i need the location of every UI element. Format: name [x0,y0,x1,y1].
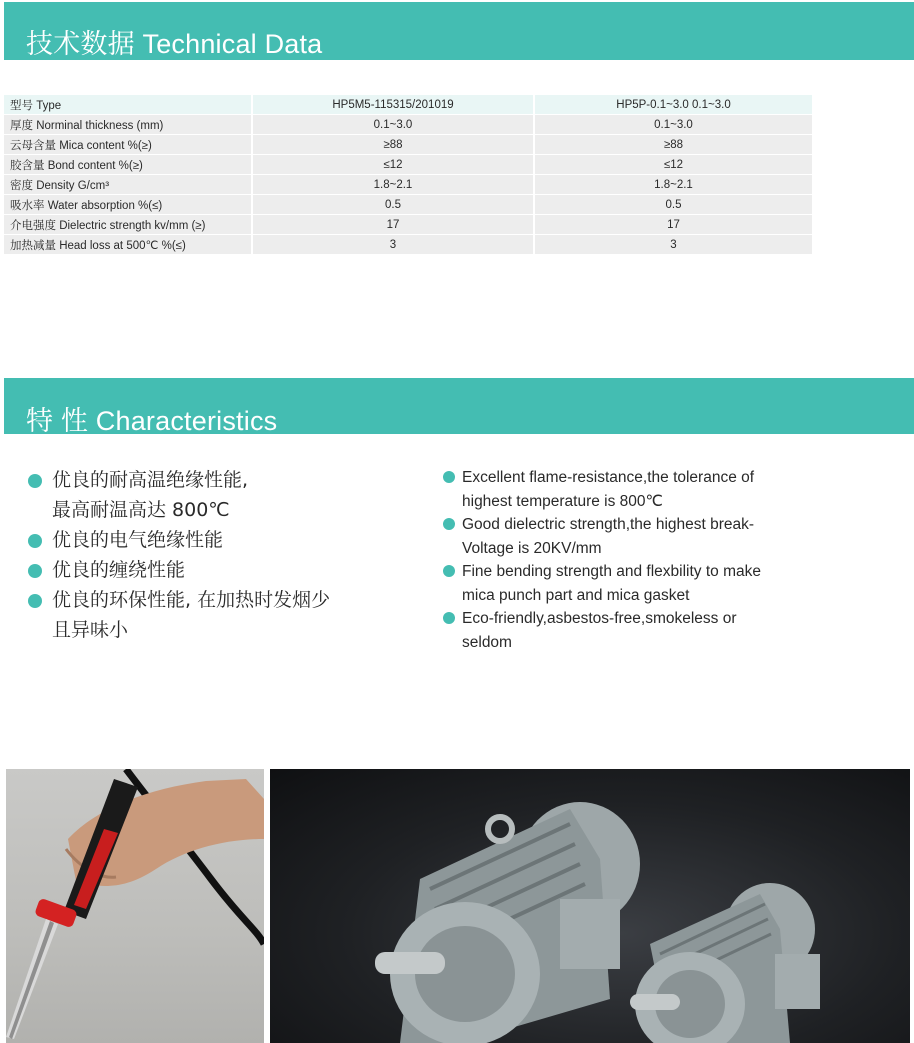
value-hp5p: ≤12 [534,155,812,175]
value-hp5p: 0.5 [534,195,812,215]
feature-line: 且异味小 [52,619,129,641]
row-label: 密度 Density G/cm³ [4,175,252,195]
soldering-iron-illustration [6,769,264,1043]
value-hp5m5: ≥88 [252,135,534,155]
soldering-iron-photo [6,769,264,1043]
list-item [28,585,408,645]
bullet-dot-icon [28,534,42,548]
feature-line: 最高耐温高达 800℃ [52,499,230,521]
value-hp5m5: HP5M5-115315/201019 [252,95,534,115]
feature-line: 优良的耐高温绝缘性能, [52,469,249,491]
value-hp5m5: 0.1~3.0 [252,115,534,135]
bullet-dot-icon [443,565,455,577]
row-label: 吸水率 Water absorption %(≤) [4,195,252,215]
table-header-row [4,95,812,115]
value-hp5m5: 1.8~2.1 [252,175,534,195]
row-label: 胶含量 Bond content %(≥) [4,155,252,175]
table-row [4,155,812,175]
feature-line: seldom [462,633,512,651]
feature-line: highest temperature is 800℃ [462,492,663,510]
electric-motor-photo [270,769,910,1043]
value-hp5p: ≥88 [534,135,812,155]
value-hp5p: 1.8~2.1 [534,175,812,195]
technical-data-heading: 技术数据 Technical Data [26,29,323,59]
bullet-dot-icon [443,471,455,483]
table-row [4,115,812,135]
list-item [443,513,803,560]
value-hp5p: HP5P-0.1~3.0 0.1~3.0 [534,95,812,115]
electric-motors-illustration [270,769,910,1043]
list-item [443,466,803,513]
bullet-dot-icon [443,612,455,624]
table-row [4,195,812,215]
feature-line: Voltage is 20KV/mm [462,539,602,557]
feature-line: 优良的缠绕性能 [52,559,186,581]
technical-data-table [4,95,812,255]
value-hp5m5: ≤12 [252,155,534,175]
bullet-dot-icon [28,564,42,578]
feature-line: Excellent flame-resistance,the tolerance of [462,469,755,486]
value-hp5p: 17 [534,215,812,235]
characteristics-banner [4,378,914,434]
list-item [443,560,803,607]
value-hp5p: 0.1~3.0 [534,115,812,135]
table-row [4,175,812,195]
row-label: 云母含量 Mica content %(≥) [4,135,252,155]
bullet-dot-icon [443,518,455,530]
features-list-english [443,466,803,654]
row-label: 加热减量 Head loss at 500℃ %(≤) [4,235,252,255]
feature-line: Eco-friendly,asbestos-free,smokeless or [462,610,737,627]
list-item [28,465,408,525]
table-row [4,215,812,235]
value-hp5m5: 0.5 [252,195,534,215]
value-hp5m5: 17 [252,215,534,235]
row-label: 厚度 Norminal thickness (mm) [4,115,252,135]
table-row [4,235,812,255]
feature-line: Fine bending strength and flexbility to make [462,563,761,580]
feature-line: 优良的环保性能, 在加热时发烟少 [52,589,331,611]
feature-line: Good dielectric strength,the highest break- [462,516,755,533]
row-label: 介电强度 Dielectric strength kv/mm (≥) [4,215,252,235]
table-row [4,135,812,155]
bullet-dot-icon [28,474,42,488]
technical-data-banner [4,2,914,60]
list-item [443,607,803,654]
features-list-chinese [28,465,408,645]
value-hp5p: 3 [534,235,812,255]
bullet-dot-icon [28,594,42,608]
row-label: 型号 Type [4,95,252,115]
list-item [28,555,408,585]
list-item [28,525,408,555]
feature-line: 优良的电气绝缘性能 [52,529,224,551]
feature-line: mica punch part and mica gasket [462,586,690,604]
characteristics-heading: 特 性 Characteristics [26,406,278,436]
value-hp5m5: 3 [252,235,534,255]
